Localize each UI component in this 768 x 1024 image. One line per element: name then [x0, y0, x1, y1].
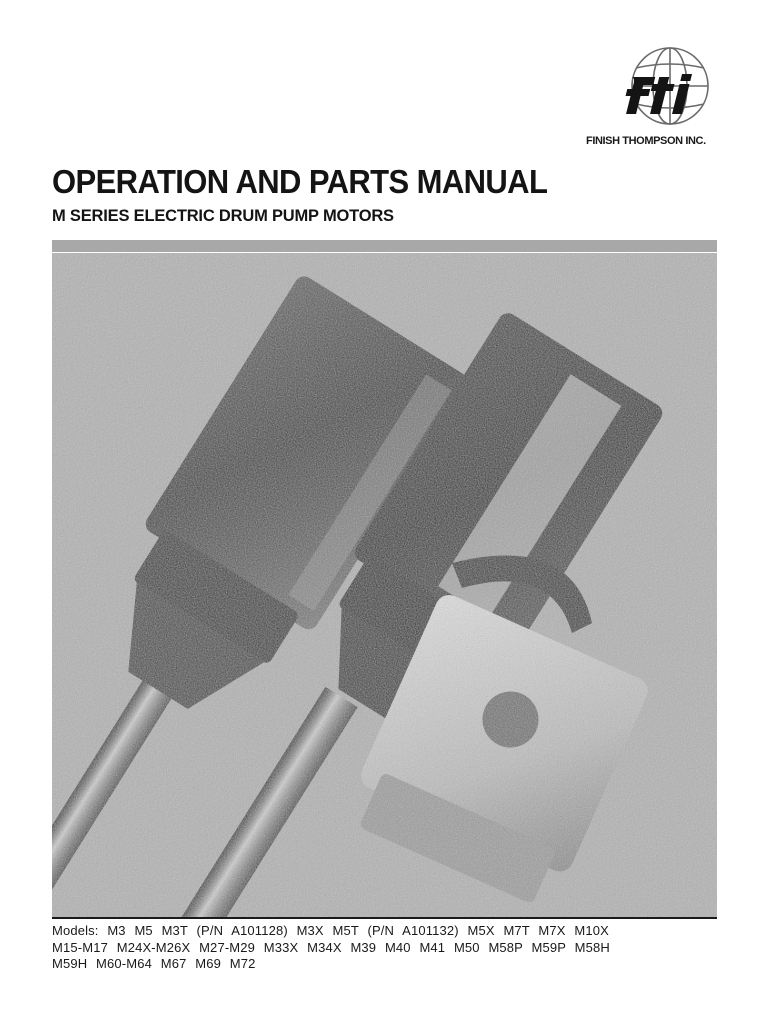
- models-line-2: M15-M17 M24X-M26X M27-M29 M33X M34X M39 M40 M41 M50 M58P M59P M58H: [52, 939, 610, 955]
- product-photo: [52, 253, 717, 917]
- drum-pump-motors-illustration: [52, 253, 717, 917]
- photo-bottom-rule: [52, 917, 717, 919]
- models-list: [52, 923, 720, 973]
- models-line-3: M59H M60-M64 M67 M69 M72: [52, 956, 256, 971]
- models-line-1: Models: M3 M5 M3T (P/N A101128) M3X M5T (P/N A101132) M5X M7T M7X M10X: [52, 923, 609, 938]
- header-divider: [52, 240, 717, 252]
- company-name: FINISH THOMPSON INC.: [586, 135, 706, 147]
- page-subtitle: M SERIES ELECTRIC DRUM PUMP MOTORS: [52, 207, 394, 225]
- globe-icon: [600, 42, 720, 132]
- company-logo: [586, 42, 726, 152]
- page-title: OPERATION AND PARTS MANUAL: [52, 163, 548, 201]
